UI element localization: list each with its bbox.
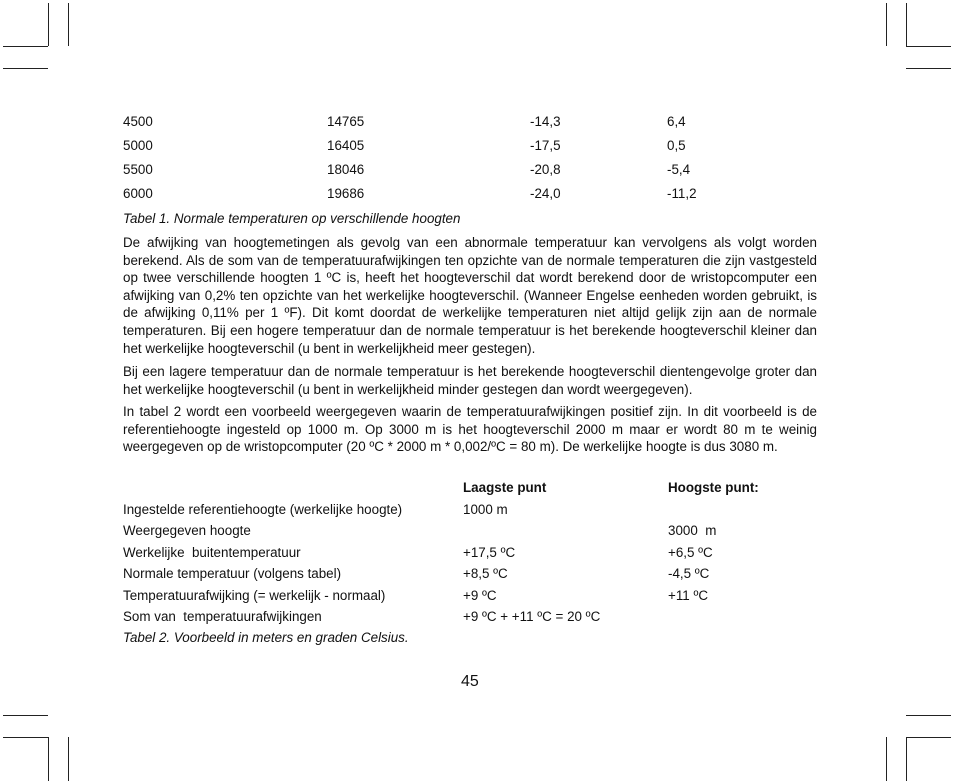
- table-cell: -24,0: [530, 186, 561, 201]
- example-table: [123, 480, 823, 630]
- table-row: [123, 566, 823, 587]
- table-cell: Ingestelde referentiehoogte (werkelijke hoogte): [123, 502, 403, 517]
- crop-mark-top-right-h: [906, 46, 951, 47]
- paragraph: De afwijking van hoogtemetingen als gevolg van een abnormale temperatuur kan vervolgens als volgt worden berekend. Als de som van de temperatuurafwijkingen ten opzichte van de normale temperaturen die zijn vastgesteld op twee verschillende hoogten 1 ºC is, heeft het hoogteverschil dat wordt berekend door de wristopcomputer een afwijking van 0,2% ten opzichte van het werkelijke hoogteverschil. (Wanneer Engelse eenheden worden gebruikt, is de afwijking 0,11% per 1 ºF). Dit komt doordat de werkelijke temperaturen niet altijd gelijk zijn aan de normale temperaturen. Bij een hogere temperatuur dan de normale temperatuur is het berekende hoogteverschil kleiner dan het werkelijke hoogteverschil (u bent in werkelijkheid meer gestegen).: [123, 235, 817, 356]
- crop-mark-top-right-v: [886, 3, 887, 46]
- table-row: [123, 588, 823, 609]
- crop-mark-top-left-h: [3, 46, 48, 47]
- table-cell: +6,5 ºC: [668, 544, 713, 560]
- table-cell: 16405: [327, 138, 365, 153]
- table-cell: -14,3: [530, 114, 561, 129]
- table-row: [123, 162, 823, 186]
- crop-mark-top-left-v: [48, 3, 49, 46]
- crop-mark-bottom-left-v2: [68, 737, 69, 781]
- paragraph: In tabel 2 wordt een voorbeeld weergegeven waarin de temperatuurafwijkingen positief zijn. In dit voorbeeld is de referentiehoogte ingesteld op 1000 m. Op 3000 m is het hoogteverschil 2000 m maar er wordt 80 m te weinig weergegeven op de wristopcomputer (20 ºC * 2000 m * 0,002/ºC = 80 m). De werkelijke hoogte is dus 3080 m.: [123, 404, 817, 455]
- table-cell: 14765: [327, 114, 365, 129]
- table-cell: 5000: [123, 138, 153, 153]
- crop-mark-top-left-h2: [3, 68, 48, 69]
- table-cell: 5500: [123, 162, 153, 177]
- table-cell: 0,5: [667, 138, 686, 153]
- crop-mark-bottom-right-v2: [906, 737, 907, 781]
- crop-mark-bottom-left-v: [48, 737, 49, 781]
- page-number: 45: [461, 673, 479, 690]
- crop-mark-bottom-left-h: [3, 715, 48, 716]
- table-cell: Weergegeven hoogte: [123, 523, 251, 539]
- table-cell: Som van temperatuurafwijkingen: [123, 608, 322, 624]
- temperature-table: [123, 114, 823, 210]
- paragraph: Bij een lagere temperatuur dan de normale temperatuur is het berekende hoogteverschil dientengevolge groter dan het werkelijke hoogteverschil (u bent in werkelijkheid minder gestegen dan wordt weergegeven).: [123, 364, 817, 397]
- table-cell: +11 ºC: [668, 587, 709, 603]
- table-cell: -5,4: [667, 162, 691, 177]
- table-row: [123, 138, 823, 162]
- table-row: [123, 523, 823, 544]
- table-cell: +17,5 ºC: [463, 544, 516, 560]
- table-cell: -20,8: [530, 162, 561, 177]
- table-2-caption: Tabel 2. Voorbeeld in meters en graden Celsius.: [123, 630, 409, 645]
- table-header-cell: Laagste punt: [463, 480, 547, 495]
- table-1-caption: Tabel 1. Normale temperaturen op verschillende hoogten: [123, 211, 461, 226]
- table-header-row: [123, 480, 823, 502]
- table-row: [123, 502, 823, 523]
- table-row: [123, 545, 823, 566]
- table-cell: +9 ºC + +11 ºC = 20 ºC: [463, 608, 601, 624]
- table-cell: +8,5 ºC: [463, 566, 508, 582]
- table-cell: Werkelijke buitentemperatuur: [123, 544, 301, 560]
- table-cell: 18046: [327, 162, 365, 177]
- table-cell: 1000 m: [463, 502, 508, 517]
- table-row: [123, 186, 823, 210]
- crop-mark-bottom-right-h: [906, 715, 951, 716]
- table-cell: Normale temperatuur (volgens tabel): [123, 566, 342, 582]
- table-cell: 19686: [327, 186, 365, 201]
- table-cell: +9 ºC: [463, 587, 497, 603]
- crop-mark-top-right-h2: [906, 68, 951, 69]
- table-row: [123, 114, 823, 138]
- crop-mark-bottom-right-h2: [906, 737, 951, 738]
- table-row: [123, 609, 823, 630]
- table-cell: 3000 m: [668, 523, 717, 539]
- table-cell: -4,5 ºC: [668, 566, 710, 582]
- table-cell: -17,5: [530, 138, 561, 153]
- table-cell: 6000: [123, 186, 153, 201]
- crop-mark-top-right-v2: [906, 3, 907, 46]
- table-cell: 6,4: [667, 114, 686, 129]
- table-header-cell: Hoogste punt:: [668, 480, 759, 495]
- crop-mark-bottom-right-v: [886, 737, 887, 781]
- table-cell: -11,2: [667, 186, 697, 201]
- table-cell: 4500: [123, 114, 153, 129]
- crop-mark-bottom-left-h2: [3, 737, 48, 738]
- crop-mark-top-left-v2: [68, 3, 69, 46]
- table-cell: Temperatuurafwijking (= werkelijk - normaal): [123, 587, 386, 603]
